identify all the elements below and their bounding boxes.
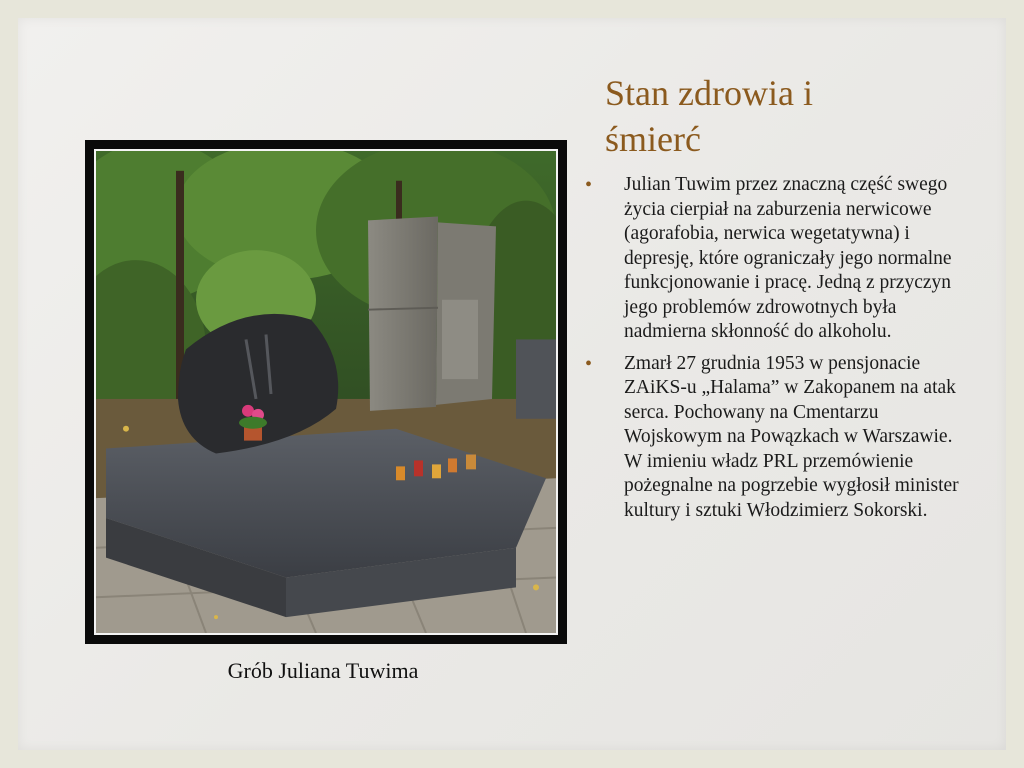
- grave-photo-illustration: [96, 151, 556, 633]
- grave-photo: [94, 149, 558, 635]
- grave-photo-frame: [85, 140, 567, 644]
- bullet-item: [580, 352, 965, 524]
- slide: [18, 18, 1006, 750]
- bullet-text: Julian Tuwim przez znaczną część swego życia cierpiał na zaburzenia nerwicowe (agorafobia, nerwica wegetatywna) i depresję, które ograniczały jego normalne funkcjonowanie i pracę. Jedną z przyczyn jego problemów zdrowotnych była nadmierna skłonność do alkoholu.: [624, 174, 952, 342]
- slide-title: [605, 70, 965, 162]
- bullet-text: Zmarł 27 grudnia 1953 w pensjonacie ZAiKS-u „Halama” w Zakopanem na atak serca. Pochowany na Cmentarzu Wojskowym na Powązkach w Warszawie. W imieniu władz PRL przemówienie pożegnalne na pogrzebie wygłosił minister kultury i sztuki Włodzimierz Sokorski.: [624, 352, 959, 521]
- photo-caption: Grób Juliana Tuwima: [227, 658, 419, 683]
- bullet-marker: •: [585, 352, 593, 375]
- bullet-marker: •: [585, 174, 593, 196]
- slide-title-line-2: śmierć: [605, 119, 701, 159]
- bullet-item: [580, 173, 965, 345]
- bullet-list: [580, 173, 965, 530]
- slide-title-line-1: Stan zdrowia i: [605, 73, 813, 113]
